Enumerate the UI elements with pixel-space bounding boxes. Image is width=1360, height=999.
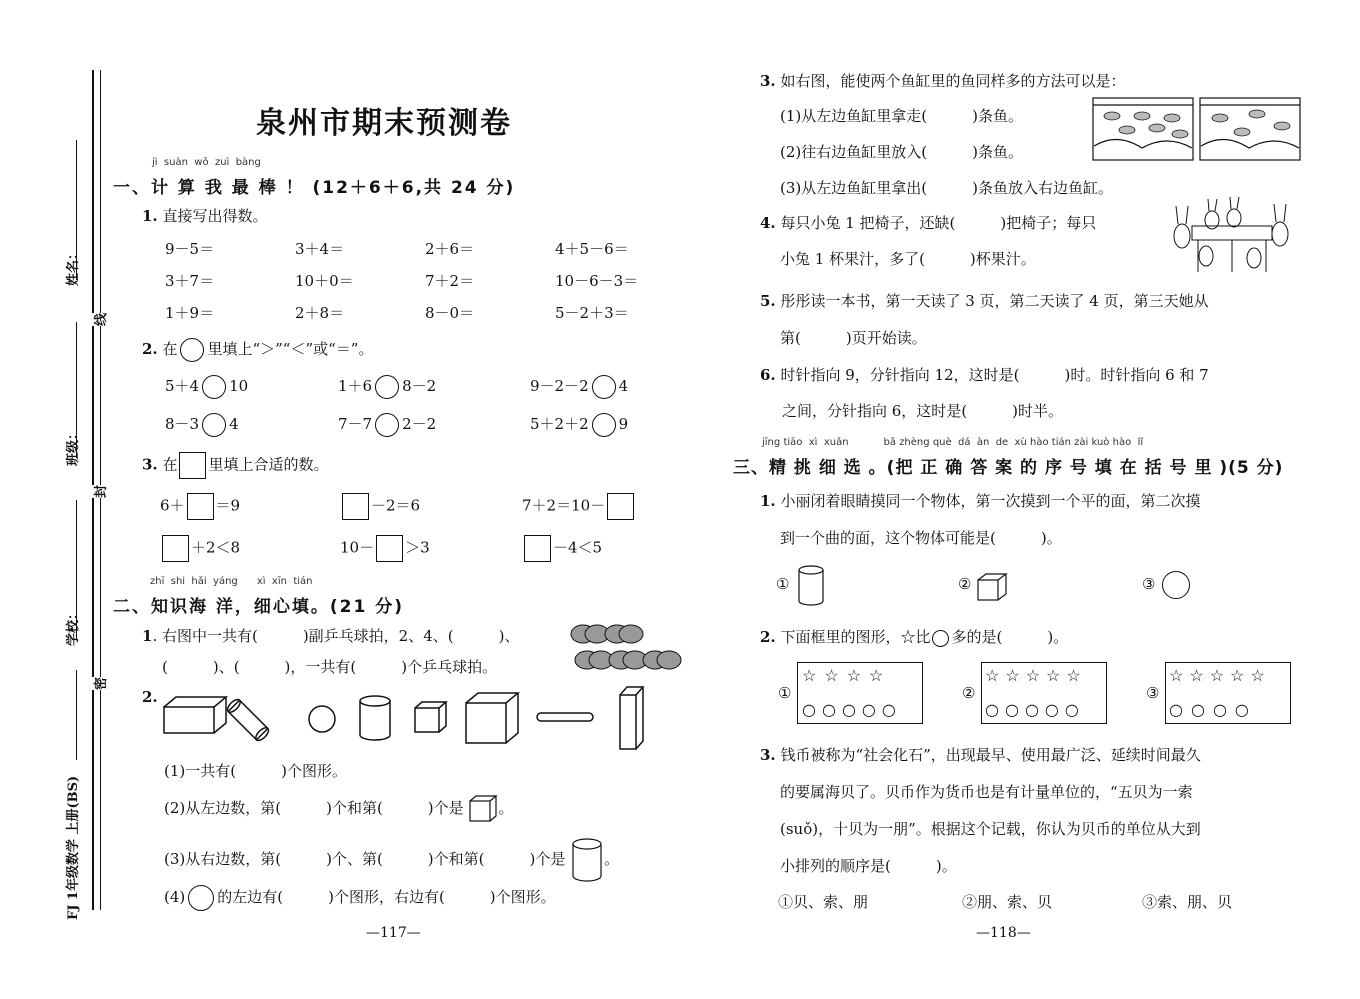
q-text: 小丽闭着眼睛摸同一个物体，第一次摸到一个平的面，第二次摸 bbox=[780, 492, 1201, 510]
q-text: 时针指向 9，分针指向 12，这时是( )时。时针指向 6 和 7 bbox=[780, 366, 1209, 384]
c3-l4: 小排列的顺序是( )。 bbox=[780, 857, 957, 875]
answer-circle[interactable] bbox=[592, 413, 616, 437]
pinyin: lǐ bbox=[1137, 437, 1144, 448]
pinyin: xì bbox=[256, 576, 266, 587]
q1-eq: 9－5＝ bbox=[165, 240, 215, 258]
circle-icon: ○ bbox=[1234, 700, 1257, 719]
q-number: 3. bbox=[760, 746, 776, 764]
pinyin: zhèng bbox=[899, 437, 930, 448]
r5-l2: 第( )页开始读。 bbox=[780, 329, 927, 347]
answer-box[interactable] bbox=[179, 452, 206, 479]
q-number: 5. bbox=[760, 292, 776, 310]
r6-l2: 之间，分针指向 6，这时是( )时半。 bbox=[782, 402, 1064, 420]
answer-circle[interactable] bbox=[202, 375, 226, 399]
answer-circle[interactable] bbox=[375, 375, 399, 399]
star-icon: ☆ bbox=[869, 666, 892, 685]
star-icon: ☆ bbox=[1005, 666, 1026, 685]
circle-icon: ○ bbox=[985, 700, 1005, 719]
pinyin: tián bbox=[293, 576, 313, 587]
star-icon: ☆ bbox=[802, 666, 825, 685]
p2-s4 bbox=[164, 885, 556, 911]
circle-icon: ○ bbox=[1044, 700, 1065, 719]
q-number: 4. bbox=[760, 214, 776, 232]
expr: ＋2＜8 bbox=[191, 538, 241, 557]
small-cube-icon bbox=[415, 702, 446, 732]
tall-cuboid-icon bbox=[620, 687, 643, 749]
answer-circle[interactable] bbox=[375, 413, 399, 437]
expr: 7＋2＝10－ bbox=[522, 496, 606, 515]
sec3-heading: 三、精 挑 细 选 。(把 正 确 答 案 的 序 号 填 在 括 号 里 )(5 分) bbox=[733, 458, 1284, 478]
circle-icon: ○ bbox=[821, 700, 842, 719]
q-text: 在 bbox=[162, 455, 178, 474]
q1-eq: 1＋9＝ bbox=[165, 304, 215, 322]
sphere-icon bbox=[188, 885, 214, 911]
expr: 2－2 bbox=[402, 415, 437, 433]
r6-l1 bbox=[760, 364, 1209, 385]
circle-icon: ○ bbox=[1004, 700, 1025, 719]
q1-eq: 3＋7＝ bbox=[165, 272, 215, 290]
pinyin: hǎi bbox=[191, 576, 207, 587]
q-number: 3. bbox=[760, 72, 776, 90]
q-text: 下面框里的图形，☆比 bbox=[780, 628, 931, 646]
pinyin: wǒ bbox=[194, 157, 209, 168]
q-text: (4) bbox=[164, 888, 186, 906]
star-icon: ☆ bbox=[1046, 666, 1067, 685]
cube-icon bbox=[468, 795, 498, 823]
option-marker: ① bbox=[776, 575, 790, 593]
fill-item bbox=[522, 493, 636, 520]
school-label: 学校： bbox=[66, 606, 81, 646]
expr: 6＋ bbox=[160, 496, 185, 515]
pinyin: xì bbox=[808, 437, 818, 448]
fish-icon bbox=[1134, 112, 1150, 120]
pinyin: xīn bbox=[271, 576, 287, 587]
shapes-row bbox=[160, 685, 660, 755]
pinyin: dá bbox=[958, 437, 971, 448]
tank-left bbox=[1093, 98, 1193, 160]
answer-circle[interactable] bbox=[202, 413, 226, 437]
c3-l2: 的要属海贝了。贝币作为货币也是有计量单位的，“五贝为一索 bbox=[780, 783, 1193, 801]
cube-icon bbox=[976, 572, 1008, 602]
sphere-icon bbox=[1162, 571, 1190, 599]
c2-opt[interactable]: ③ bbox=[1146, 684, 1160, 702]
expr: 8－2 bbox=[402, 377, 437, 395]
r4-l2: 小兔 1 杯果汁，多了( )杯果汁。 bbox=[780, 250, 1036, 268]
star-icon: ☆ bbox=[1189, 666, 1210, 685]
circle-row bbox=[1169, 700, 1257, 719]
q1-eq: 5－2＋3＝ bbox=[555, 304, 629, 322]
rod-icon bbox=[537, 713, 593, 721]
fish-icon bbox=[1104, 112, 1120, 120]
pinyin: hào bbox=[1112, 437, 1132, 448]
c2-title bbox=[760, 626, 1068, 647]
q-text: 里填上合适的数。 bbox=[208, 455, 329, 474]
star-row bbox=[802, 666, 891, 685]
c3-opt[interactable]: ③索、朋、贝 bbox=[1142, 893, 1233, 911]
option-marker: ② bbox=[958, 575, 972, 593]
sphere-icon bbox=[309, 706, 335, 732]
pinyin: shi bbox=[170, 576, 186, 587]
pinyin: tiāo bbox=[783, 437, 803, 448]
answer-circle[interactable] bbox=[592, 375, 616, 399]
expr: 7－7 bbox=[338, 415, 373, 433]
name-blank bbox=[76, 140, 77, 280]
circle-icon: ○ bbox=[841, 700, 862, 719]
paddle-icon bbox=[657, 651, 681, 669]
pinyin: bǎ bbox=[883, 437, 896, 448]
fish-tanks-illustration bbox=[1092, 96, 1304, 162]
circle-icon: ○ bbox=[861, 700, 882, 719]
q-number: 2. bbox=[142, 340, 158, 358]
expr: 4 bbox=[618, 377, 629, 395]
q-text: . 右图中一共有( )副乒乓球拍，2、4、( )、 bbox=[152, 627, 520, 645]
r3-o1: (1)从左边鱼缸里拿走( )条鱼。 bbox=[780, 107, 1023, 125]
school-blank bbox=[76, 500, 77, 640]
pinyin: jīng bbox=[762, 437, 781, 448]
page-number-left: —117— bbox=[366, 925, 421, 941]
pinyin: zuì bbox=[214, 157, 230, 168]
fill-item bbox=[340, 493, 420, 520]
p2-s3 bbox=[164, 838, 619, 882]
c3-l1 bbox=[760, 744, 1201, 765]
rabbit-icon bbox=[1247, 248, 1261, 268]
q-text: (2)从左边数，第( )个和第( )个是 bbox=[164, 799, 464, 817]
fill-item bbox=[340, 535, 430, 562]
sec3-pinyin bbox=[762, 437, 1143, 448]
p2-number: 2. bbox=[142, 688, 158, 706]
option-marker: ③ bbox=[1142, 575, 1156, 593]
q-text: (3)从右边数，第( )个、第( )个和第( )个是 bbox=[164, 850, 566, 868]
c3-l3: (suǒ)，十贝为一朋”。根据这个记载，你认为贝币的单位从大到 bbox=[780, 820, 1201, 838]
cuboid-icon bbox=[164, 697, 226, 733]
expr: 1＋6 bbox=[338, 377, 373, 395]
q-text: 在 bbox=[162, 340, 178, 358]
p2-s1: (1)一共有( )个图形。 bbox=[164, 762, 347, 780]
pinyin: xuǎn bbox=[823, 437, 849, 448]
rabbit-icon bbox=[1174, 224, 1190, 248]
margin-feng: 封 bbox=[90, 485, 109, 498]
p2-s2 bbox=[164, 795, 513, 823]
c1-opt[interactable] bbox=[776, 575, 789, 593]
star-icon: ☆ bbox=[985, 666, 1006, 685]
rabbit-icon bbox=[1199, 246, 1213, 266]
q1-eq: 7＋2＝ bbox=[425, 272, 475, 290]
circle-icon: ○ bbox=[1212, 700, 1235, 719]
page-title: 泉州市期末预测卷 bbox=[256, 106, 512, 141]
p1-line2: ( )、( )，一共有( )个乒乓球拍。 bbox=[162, 658, 498, 676]
pinyin: de bbox=[995, 437, 1009, 448]
q2-title bbox=[142, 338, 373, 362]
circle-icon bbox=[932, 630, 949, 647]
sec1-heading: 一、计 算 我 最 棒 ！ (12＋6＋6,共 24 分) bbox=[113, 178, 516, 198]
compare-item bbox=[530, 375, 628, 399]
q1-eq: 3＋4＝ bbox=[295, 240, 345, 258]
class-blank bbox=[76, 322, 77, 458]
rabbit-icon bbox=[1227, 209, 1241, 227]
fish-icon bbox=[1172, 130, 1188, 138]
pinyin: tián bbox=[1051, 437, 1071, 448]
pinyin: àn bbox=[976, 437, 990, 448]
r5-l1 bbox=[760, 290, 1209, 311]
q-text: 直接写出得数。 bbox=[162, 207, 268, 225]
rabbit-icon bbox=[1272, 222, 1288, 246]
q-number: 3. bbox=[142, 455, 158, 474]
c1-l2: 到一个曲的面，这个物体可能是( )。 bbox=[780, 529, 1062, 547]
circle-row bbox=[985, 700, 1085, 719]
page-number-right: —118— bbox=[976, 925, 1031, 941]
c2-opt[interactable]: ① bbox=[778, 684, 792, 702]
fish-icon bbox=[1234, 128, 1250, 136]
star-icon: ☆ bbox=[824, 666, 847, 685]
c2-opt[interactable]: ② bbox=[962, 684, 976, 702]
r3-o3: (3)从左边鱼缸里拿出( )条鱼放入右边鱼缸。 bbox=[780, 179, 1113, 197]
pinyin: jì bbox=[152, 157, 158, 168]
c1-opt[interactable] bbox=[1142, 575, 1155, 593]
book-label: FJ 1年级数学 上册(BS) bbox=[66, 775, 81, 920]
star-icon: ☆ bbox=[1169, 666, 1190, 685]
cylinder-icon bbox=[796, 565, 826, 607]
pinyin: yáng bbox=[213, 576, 238, 587]
expr: 10 bbox=[229, 377, 249, 395]
expr: ＝9 bbox=[215, 496, 241, 515]
answer-box[interactable] bbox=[162, 535, 189, 562]
answer-box[interactable] bbox=[376, 535, 403, 562]
q1-eq: 10－6－3＝ bbox=[555, 272, 639, 290]
pinyin: kuò bbox=[1091, 437, 1110, 448]
name-label: 姓名： bbox=[66, 246, 81, 286]
circle-icon: ○ bbox=[1169, 700, 1191, 719]
q1-eq: 4＋5－6＝ bbox=[555, 240, 629, 258]
sec1-pinyin bbox=[152, 157, 261, 168]
q1-eq: 2＋6＝ bbox=[425, 240, 475, 258]
cylinder-icon bbox=[570, 838, 604, 882]
c3-opt[interactable]: ②朋、索、贝 bbox=[962, 893, 1053, 911]
q-number: 6. bbox=[760, 366, 776, 384]
fish-icon bbox=[1249, 110, 1265, 118]
compare-item bbox=[338, 375, 436, 399]
star-row bbox=[1169, 666, 1271, 685]
q-text: 彤彤读一本书，第一天读了 3 页，第二天读了 4 页，第三天她从 bbox=[780, 292, 1209, 310]
table-icon bbox=[1192, 226, 1272, 240]
q1-eq: 8－0＝ bbox=[425, 304, 475, 322]
compare-item bbox=[165, 375, 248, 399]
answer-box[interactable] bbox=[342, 493, 369, 520]
q-number: 1. bbox=[142, 207, 158, 225]
q1-eq: 2＋8＝ bbox=[295, 304, 345, 322]
c1-l1 bbox=[760, 490, 1200, 511]
circle-row bbox=[802, 700, 902, 719]
star-row bbox=[985, 666, 1087, 685]
expr: 9－2－2 bbox=[530, 377, 589, 395]
cube-icon bbox=[466, 693, 518, 743]
sec2-heading: 二、知识海 洋，细心填。(21 分) bbox=[113, 597, 405, 617]
fish-icon bbox=[1164, 114, 1180, 122]
q-number: 1. bbox=[760, 492, 776, 510]
expr: 9 bbox=[618, 415, 629, 433]
q3-title bbox=[142, 452, 328, 479]
q-text: 如右图，能使两个鱼缸里的鱼同样多的方法可以是： bbox=[780, 72, 1126, 90]
expr: 10－ bbox=[340, 538, 375, 557]
circle-icon: ○ bbox=[881, 700, 902, 719]
expr: 5＋2＋2 bbox=[530, 415, 589, 433]
p1-line1 bbox=[142, 625, 519, 646]
rabbits-table-illustration bbox=[1168, 196, 1296, 276]
r3-title bbox=[760, 70, 1125, 91]
q-text: 。 bbox=[498, 799, 514, 817]
fill-item bbox=[160, 535, 240, 562]
expr: 5＋4 bbox=[165, 377, 200, 395]
pinyin: hào bbox=[1030, 437, 1049, 448]
q1-title bbox=[142, 205, 267, 226]
q1-eq: 10＋0＝ bbox=[295, 272, 354, 290]
fish-icon bbox=[1119, 126, 1135, 134]
star-icon: ☆ bbox=[846, 666, 870, 685]
star-icon: ☆ bbox=[1250, 666, 1271, 685]
q-number: 1 bbox=[142, 627, 153, 645]
star-icon: ☆ bbox=[1025, 666, 1047, 685]
compare-item bbox=[530, 413, 628, 437]
compare-item bbox=[165, 413, 239, 437]
q-number: 2. bbox=[760, 628, 776, 646]
expr: －4＜5 bbox=[553, 538, 603, 557]
answer-box[interactable] bbox=[524, 535, 551, 562]
q-text: 每只小兔 1 把椅子，还缺( )把椅子；每只 bbox=[780, 214, 1097, 232]
r4-l1 bbox=[760, 212, 1096, 233]
pinyin: xù bbox=[1014, 437, 1027, 448]
expr: 4 bbox=[229, 415, 239, 433]
answer-circle[interactable] bbox=[180, 338, 204, 362]
expr: ＞3 bbox=[405, 538, 430, 557]
star-icon: ☆ bbox=[1230, 666, 1251, 685]
expr: －2＝6 bbox=[371, 496, 421, 515]
book-blank bbox=[76, 670, 77, 760]
fill-item bbox=[522, 535, 602, 562]
q-text: 。 bbox=[604, 850, 620, 868]
circle-icon: ○ bbox=[802, 700, 822, 719]
cylinder-lying-icon bbox=[225, 697, 270, 742]
q-text: 多的是( )。 bbox=[951, 628, 1069, 646]
pinyin: zhī bbox=[150, 576, 165, 587]
star-icon: ☆ bbox=[1209, 666, 1231, 685]
fish-icon bbox=[1274, 122, 1290, 130]
pinyin: bàng bbox=[235, 157, 261, 168]
sec2-pinyin bbox=[150, 576, 312, 587]
paddle-icon bbox=[619, 625, 643, 643]
circle-icon: ○ bbox=[1024, 700, 1045, 719]
pinyin: zài bbox=[1074, 437, 1089, 448]
circle-icon: ○ bbox=[1064, 700, 1085, 719]
answer-box[interactable] bbox=[187, 493, 214, 520]
r3-o2: (2)往右边鱼缸里放入( )条鱼。 bbox=[780, 143, 1023, 161]
q-text: 钱币被称为“社会化石”，出现最早、使用最广泛、延续时间最久 bbox=[780, 746, 1201, 764]
expr: 8－3 bbox=[165, 415, 200, 433]
compare-item bbox=[338, 413, 436, 437]
class-label: 班级： bbox=[66, 426, 81, 466]
circle-icon: ○ bbox=[1190, 700, 1213, 719]
c1-opt[interactable] bbox=[958, 575, 971, 593]
cylinder-icon bbox=[360, 696, 390, 740]
margin-xian: 线 bbox=[90, 313, 109, 326]
q-text: 的左边有( )个图形，右边有( )个图形。 bbox=[217, 888, 556, 906]
answer-box[interactable] bbox=[607, 493, 634, 520]
pinyin: què bbox=[932, 437, 952, 448]
q-text: 里填上“＞”“＜”或“＝”。 bbox=[207, 340, 374, 358]
fill-item bbox=[160, 493, 240, 520]
fish-icon bbox=[1149, 124, 1165, 132]
star-icon: ☆ bbox=[1066, 666, 1087, 685]
fish-icon bbox=[1212, 114, 1228, 122]
c3-opt[interactable]: ①贝、索、朋 bbox=[778, 893, 869, 911]
paddles-illustration bbox=[565, 622, 685, 676]
pinyin: suàn bbox=[163, 157, 188, 168]
margin-mi: 密 bbox=[90, 677, 109, 690]
